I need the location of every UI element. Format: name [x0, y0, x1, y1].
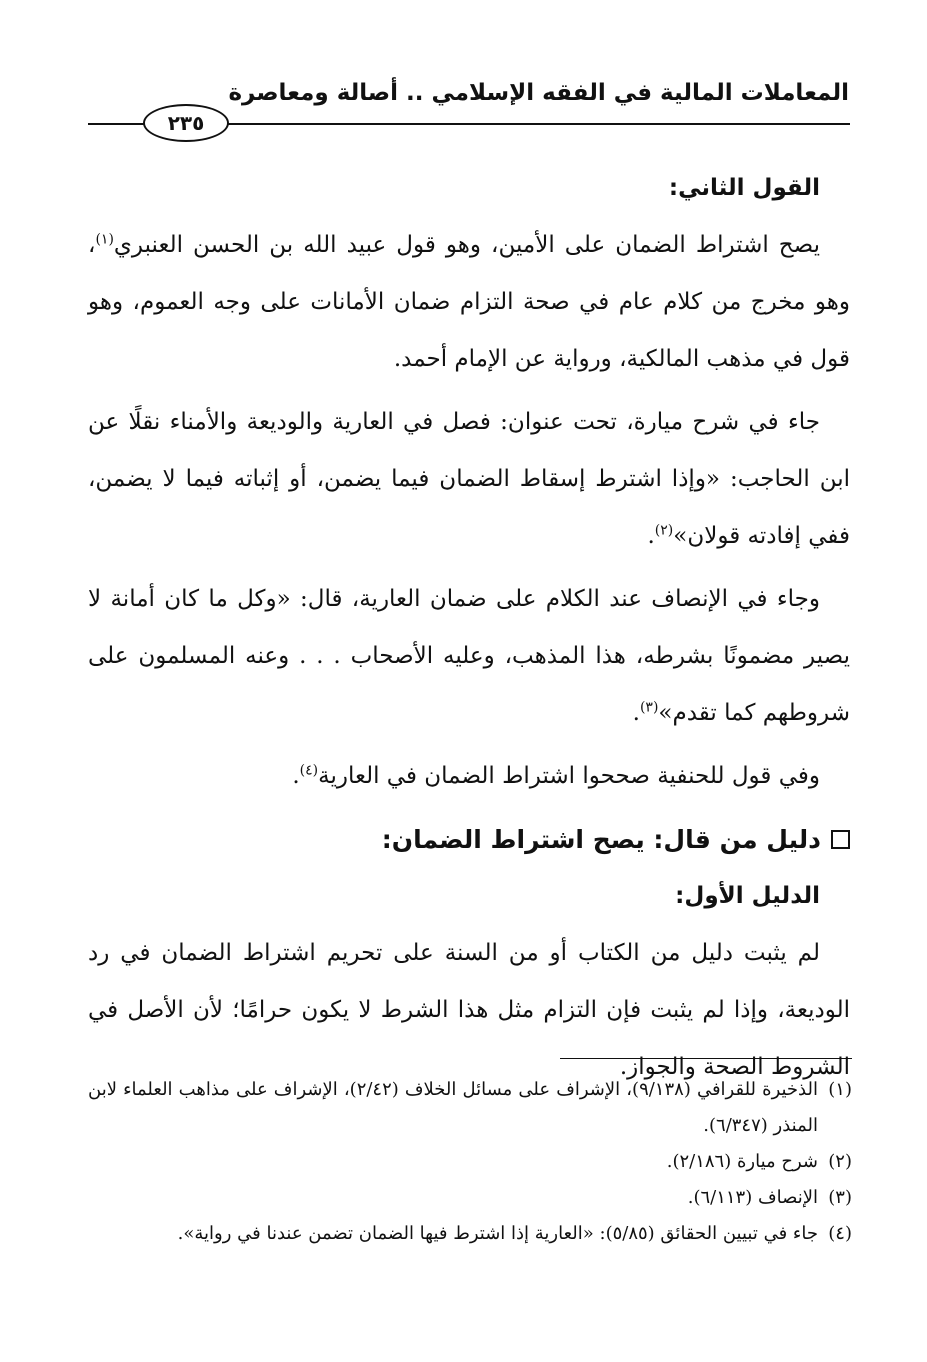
paragraph-4: وفي قول للحنفية صححوا اشتراط الضمان في العارية$^{(٤)}$. — [292, 762, 820, 789]
footnote-ref-1: (١) — [95, 231, 114, 248]
square-bullet-icon — [831, 830, 850, 849]
paragraph-5: لم يثبت دليل من الكتاب أو من السنة على تحريم اشتراط الضمان في رد الوديعة، وإذا لم يثبت فإن التزام مثل هذا الشرط لا يكون حرامًا؛ لأن الأصل في الشروط الصحة والجواز. — [88, 940, 850, 1080]
footnote-rule — [560, 1058, 852, 1059]
footnote-2 — [88, 1144, 852, 1180]
heading-first-evidence: الدليل الأول: — [675, 883, 820, 909]
footnote-number: (١) — [828, 1079, 852, 1100]
footnote-text: جاء في تبيين الحقائق (٥/٨٥): «العارية إذا اشترط فيها الضمان تضمن عندنا في رواية». — [177, 1223, 818, 1244]
footnote-ref-2: (٢) — [654, 522, 674, 539]
footnotes — [88, 1072, 852, 1252]
footnote-text: شرح ميارة (٢/١٨٦). — [666, 1151, 818, 1172]
footnote-ref-3: (٣) — [639, 699, 659, 716]
footnote-1 — [88, 1072, 852, 1144]
running-title: المعاملات المالية في الفقه الإسلامي .. أصالة ومعاصرة — [228, 80, 849, 106]
paragraph-1: يصح اشتراط الضمان على الأمين، وهو قول عبيد الله بن الحسن العنبري$^{(١)}$، وهو مخرج من كلام عام في صحة التزام ضمان الأمانات على وجه العموم، وهو قول في مذهب المالكية، ورواية عن الإمام أحمد. — [88, 231, 850, 372]
footnote-number: (٣) — [828, 1187, 852, 1208]
paragraph-3: وجاء في الإنصاف عند الكلام على ضمان العارية، قال: «وكل ما كان أمانة لا يصير مضمونًا بشرطه، هذا المذهب، وعليه الأصحاب . . . وعنه المسلمون على شروطهم كما تقدم»$^{(٣)}$. — [88, 586, 850, 726]
main-text — [88, 160, 850, 1102]
page-number: ٢٣٥ — [143, 104, 229, 142]
section-title: دليل من قال: يصح اشتراط الضمان: — [88, 811, 850, 868]
footnote-3 — [88, 1180, 852, 1216]
paragraph-2: جاء في شرح ميارة، تحت عنوان: فصل في العارية والوديعة والأمناء نقلًا عن ابن الحاجب: «وإذا اشترط إسقاط الضمان فيما يضمن، أو إثباته فيما لا يضمن، ففي إفادته قولان»$^{(٢)}$. — [88, 409, 850, 549]
footnote-text: الإنصاف (٦/١١٣). — [687, 1187, 818, 1208]
heading-second-opinion: القول الثاني: — [668, 175, 820, 201]
footnote-number: (٤) — [828, 1223, 852, 1244]
footnote-ref-4: (٤) — [299, 762, 319, 779]
footnote-number: (٢) — [828, 1151, 852, 1172]
footnote-text: الذخيرة للقرافي (٩/١٣٨)، الإشراف على مسائل الخلاف (٢/٤٢)، الإشراف على مذاهب العلماء لابن المنذر (٦/٣٤٧). — [88, 1079, 818, 1136]
footnote-4 — [88, 1216, 852, 1252]
